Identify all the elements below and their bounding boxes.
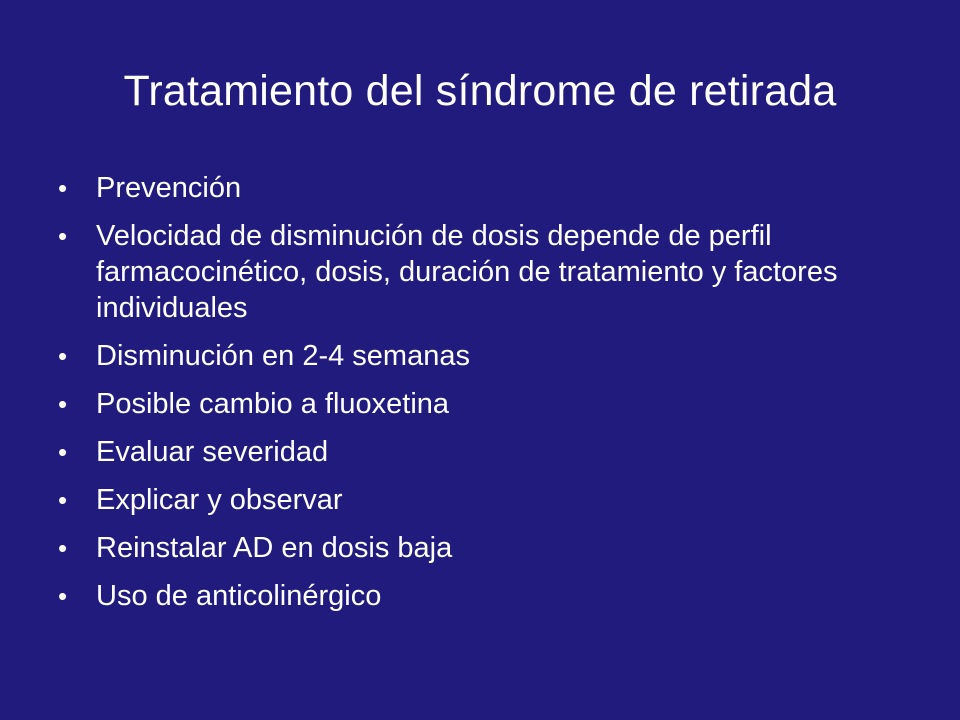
bullet-item [58,338,878,374]
bullet-dot-icon: • [58,581,68,611]
bullet-item [58,170,878,206]
bullet-text: Posible cambio a fluoxetina [96,388,450,420]
bullet-text: Prevención [96,172,242,204]
bullet-dot-icon: • [58,341,68,371]
bullet-item [58,218,878,326]
bullet-item [58,434,878,470]
bullet-item [58,530,878,566]
bullet-text: Explicar y observar [96,484,343,516]
bullet-text: Uso de anticolinérgico [96,580,382,612]
bullet-list [58,170,878,626]
slide-title: Tratamiento del síndrome de retirada [123,67,837,115]
bullet-text: Reinstalar AD en dosis baja [96,532,453,564]
bullet-item [58,386,878,422]
bullet-dot-icon: • [58,221,68,251]
bullet-item [58,482,878,518]
bullet-item [58,578,878,614]
bullet-dot-icon: • [58,533,68,563]
bullet-dot-icon: • [58,485,68,515]
bullet-text: Evaluar severidad [96,436,329,468]
bullet-dot-icon: • [58,173,68,203]
bullet-text: Disminución en 2-4 semanas [96,340,470,372]
bullet-dot-icon: • [58,437,68,467]
bullet-text: Velocidad de disminución de dosis depende de perfil farmacocinético, dosis, duración de tratamiento y factores individuales [96,220,838,324]
bullet-dot-icon: • [58,389,68,419]
